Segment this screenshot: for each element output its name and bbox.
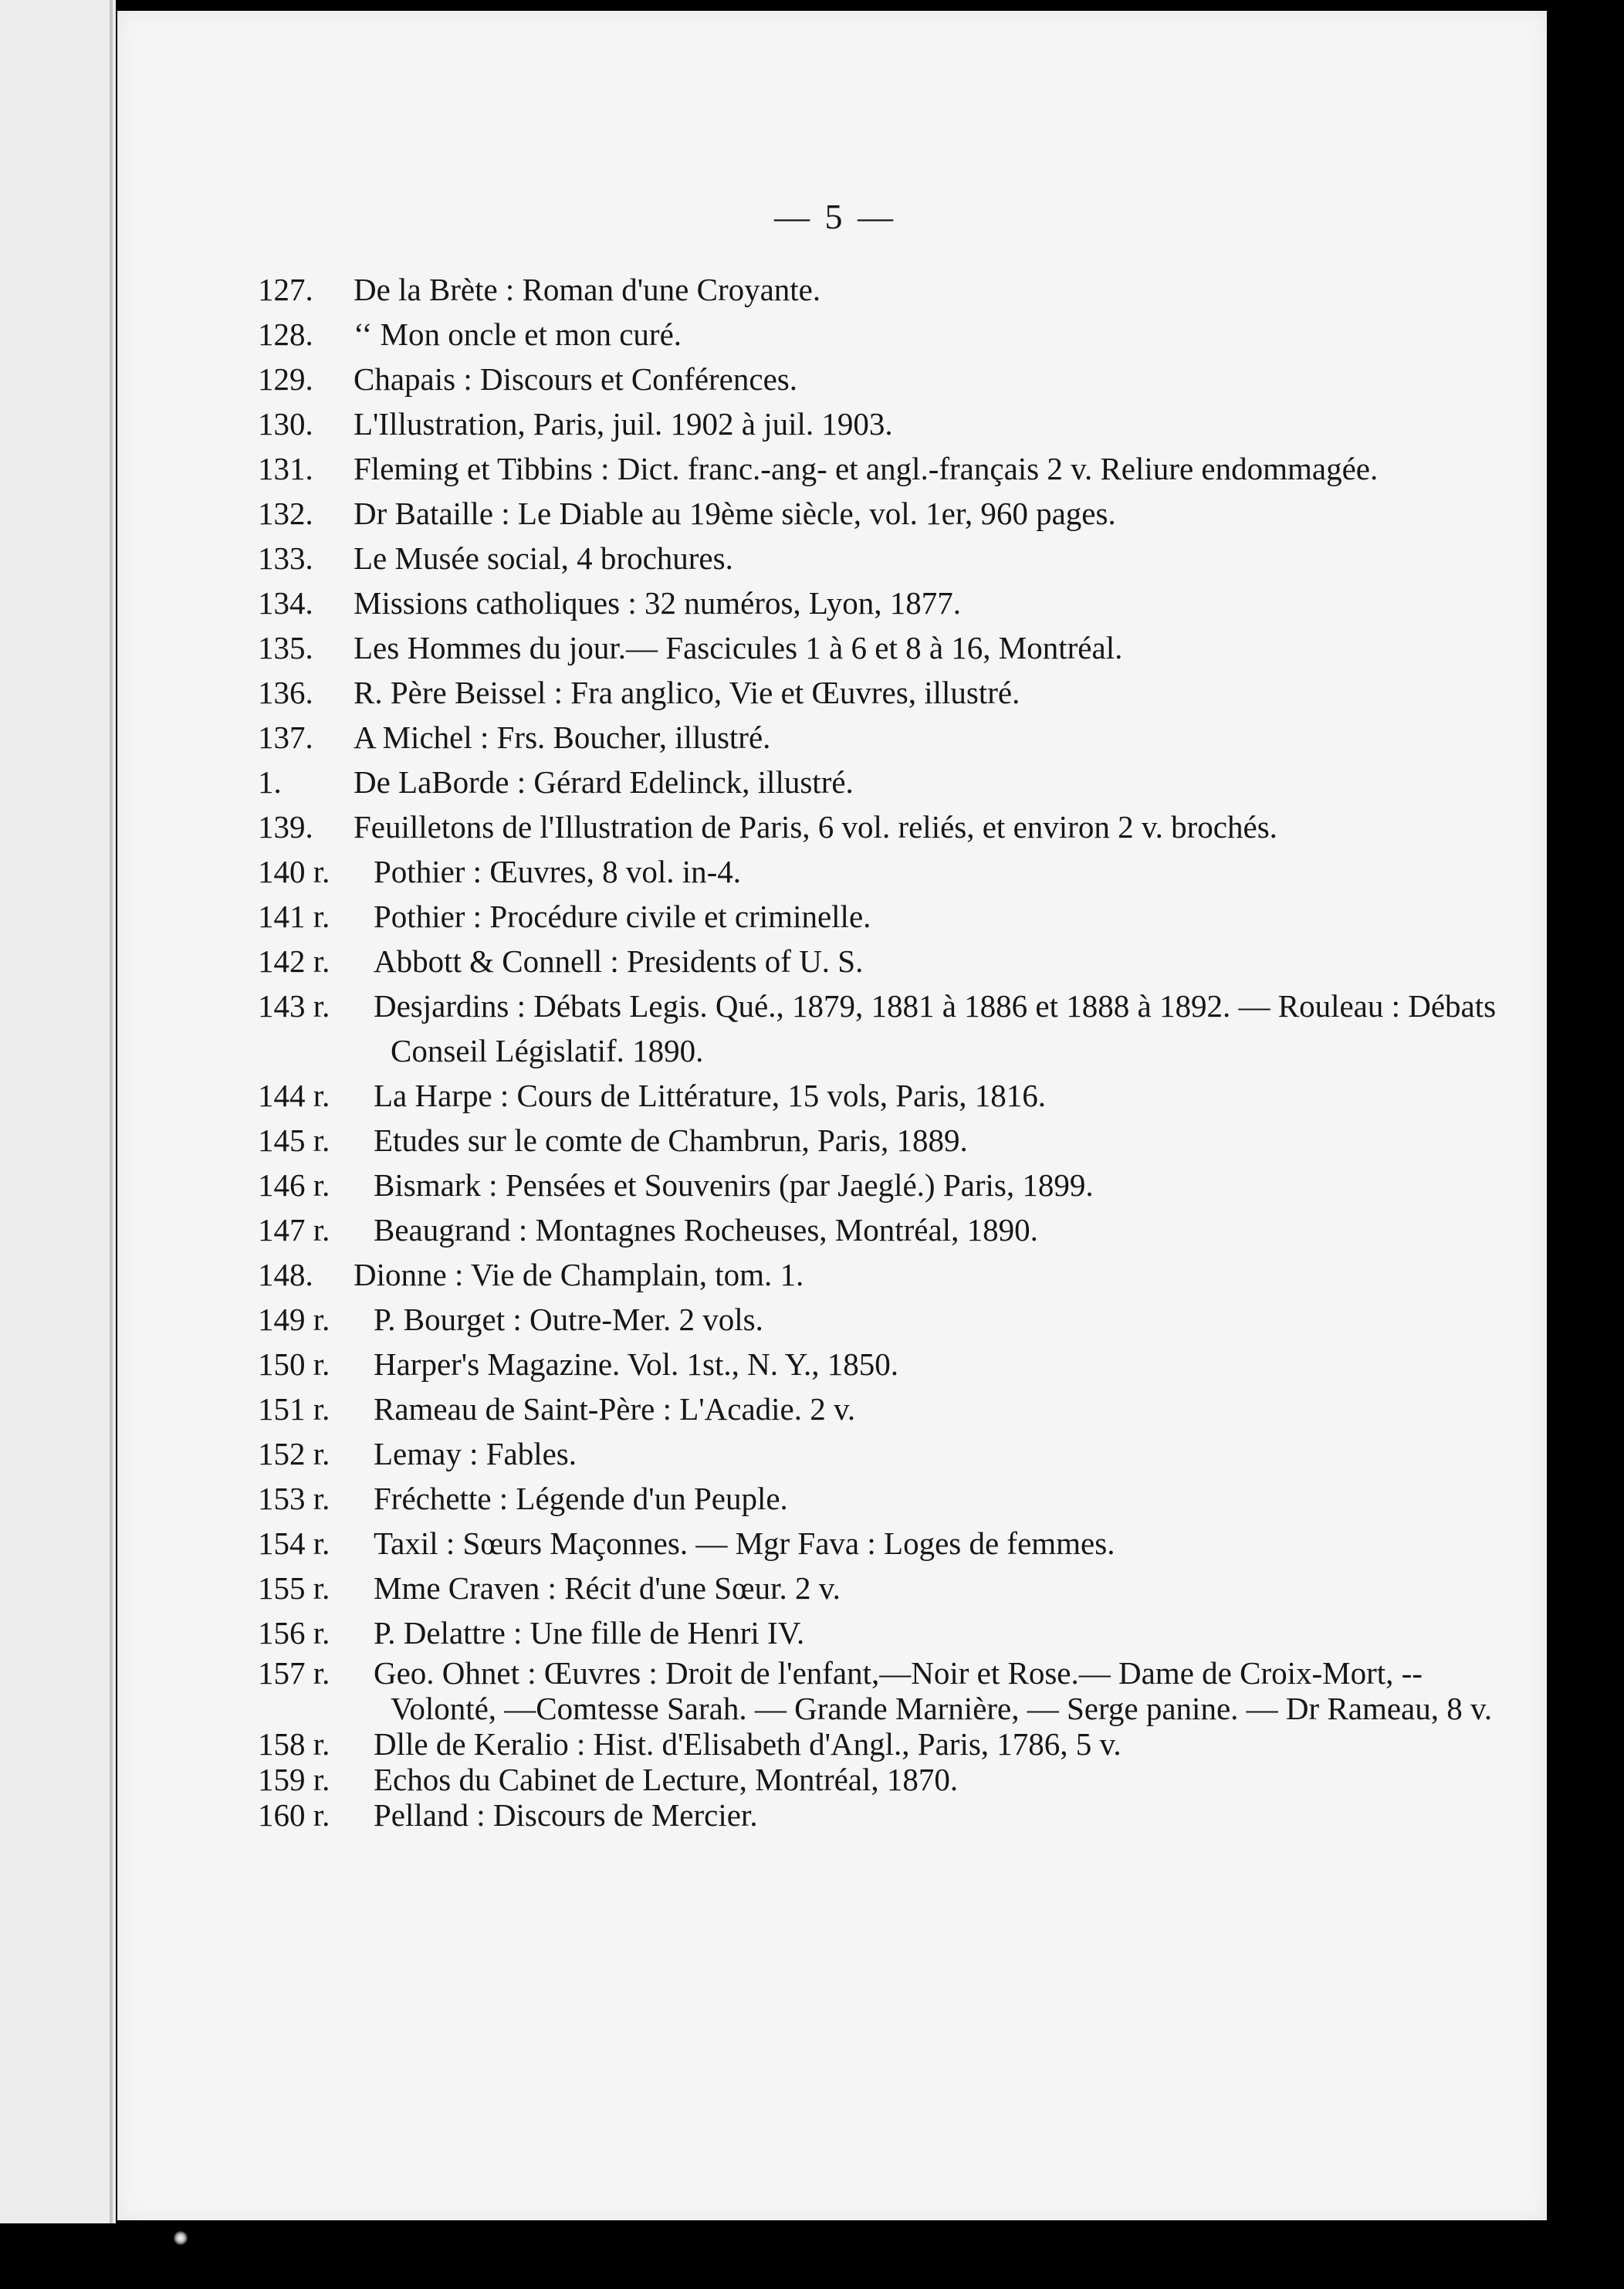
entry-number: 1. [258,764,282,800]
entry-text: Dionne : Vie de Champlain, tom. 1. [354,1257,804,1292]
entry-text: Bismark : Pensées et Souvenirs (par Jaeglé.) Paris, 1899. [374,1167,1094,1203]
entry-number: 142 r. [258,943,330,979]
list-item [258,939,1524,984]
entry-number: 143 r. [258,988,330,1024]
list-item [258,1655,1524,1726]
list-item [258,1163,1524,1207]
list-item [258,312,1524,357]
entry-number: 145 r. [258,1122,330,1158]
list-item [258,894,1524,939]
list-item [258,1431,1524,1476]
entry-number: 152 r. [258,1436,330,1471]
list-item [258,1610,1524,1655]
entry-number: 146 r. [258,1167,330,1203]
entry-number: 150 r. [258,1346,330,1382]
list-item [258,401,1524,446]
entry-text: Fréchette : Légende d'un Peuple. [374,1481,788,1516]
list-item [258,625,1524,670]
entry-number: 133. [258,540,313,576]
list-item [258,804,1524,849]
entry-text: Geo. Ohnet : Œuvres : Droit de l'enfant,—Noir et Rose.— Dame de Croix-Mort, -- Volonté, —Comtesse Sarah. — Grande Marnière, — Serge panine. — Dr Rameau, 8 v. [374,1655,1493,1726]
entry-number: 140 r. [258,854,330,889]
list-item [258,1342,1524,1387]
entry-text: Lemay : Fables. [374,1436,577,1471]
entry-number: 156 r. [258,1615,330,1651]
entry-text: Pothier : Procédure civile et criminelle. [374,899,871,934]
catalogue-page [117,11,1547,2220]
entry-text: A Michel : Frs. Boucher, illustré. [354,720,771,755]
entry-text: Dlle de Keralio : Hist. d'Elisabeth d'Angl., Paris, 1786, 5 v. [374,1726,1122,1762]
list-item [258,1521,1524,1566]
list-item [258,1073,1524,1118]
entry-text: P. Bourget : Outre-Mer. 2 vols. [374,1302,763,1337]
entry-number: 157 r. [258,1655,330,1691]
entry-number: 137. [258,720,313,755]
list-item [258,984,1524,1073]
page-gutter [110,0,113,2223]
entry-number: 153 r. [258,1481,330,1516]
entry-text: Chapais : Discours et Conférences. [354,361,797,397]
list-item [258,1566,1524,1610]
entry-text: Echos du Cabinet de Lecture, Montréal, 1870. [374,1762,959,1797]
entry-number: 130. [258,406,313,442]
list-item [258,536,1524,581]
list-item [258,491,1524,536]
entry-number: 148. [258,1257,313,1292]
entry-number: 155 r. [258,1570,330,1606]
entry-number: 135. [258,630,313,665]
entry-text: Abbott & Connell : Presidents of U. S. [374,943,864,979]
list-item [258,1797,1524,1833]
entry-text: Beaugrand : Montagnes Rocheuses, Montréal, 1890. [374,1212,1038,1248]
entry-text: Dr Bataille : Le Diable au 19ème siècle, vol. 1er, 960 pages. [354,496,1116,531]
entry-text: Feuilletons de l'Illustration de Paris, 6 vol. reliés, et environ 2 v. brochés. [354,809,1277,845]
list-item [258,1297,1524,1342]
entry-text: R. Père Beissel : Fra anglico, Vie et Œuvres, illustré. [354,675,1020,710]
entry-number: 127. [258,272,313,307]
entry-number: 128. [258,317,313,352]
entry-number: 131. [258,451,313,486]
list-item [258,1207,1524,1252]
scan-border-bottom [0,2223,1624,2289]
list-item [258,849,1524,894]
list-item [258,760,1524,804]
entry-text: Taxil : Sœurs Maçonnes. — Mgr Fava : Loges de femmes. [374,1525,1115,1561]
entry-number: 132. [258,496,313,531]
scan-artifact [174,2231,188,2245]
list-item [258,267,1524,312]
entry-number: 149 r. [258,1302,330,1337]
entry-number: 159 r. [258,1762,330,1797]
list-item [258,1252,1524,1297]
entry-number: 158 r. [258,1726,330,1762]
entry-number: 139. [258,809,313,845]
entry-number: 154 r. [258,1525,330,1561]
entry-text: Pothier : Œuvres, 8 vol. in-4. [374,854,742,889]
list-item [258,1118,1524,1163]
entry-text: La Harpe : Cours de Littérature, 15 vols, Paris, 1816. [374,1078,1047,1113]
list-item [258,581,1524,625]
list-item [258,715,1524,760]
entry-text: Pelland : Discours de Mercier. [374,1797,758,1833]
entry-text: Fleming et Tibbins : Dict. franc.-ang- et angl.-français 2 v. Reliure endommagée. [354,451,1379,486]
entry-number: 151 r. [258,1391,330,1427]
entry-number: 160 r. [258,1797,330,1833]
previous-page-edge [0,0,116,2223]
entry-number: 136. [258,675,313,710]
entry-text: Desjardins : Débats Legis. Qué., 1879, 1881 à 1886 et 1888 à 1892. — Rouleau : Débats Conseil Législatif. 1890. [374,988,1497,1068]
entry-text: P. Delattre : Une fille de Henri IV. [374,1615,805,1651]
entry-text: ‘‘ Mon oncle et mon curé. [354,317,682,352]
entry-number: 129. [258,361,313,397]
list-item [258,357,1524,401]
entry-text: L'Illustration, Paris, juil. 1902 à juil. 1903. [354,406,893,442]
entry-text: Le Musée social, 4 brochures. [354,540,733,576]
entry-text: Mme Craven : Récit d'une Sœur. 2 v. [374,1570,841,1606]
entry-text: De la Brète : Roman d'une Croyante. [354,272,821,307]
entry-number: 134. [258,585,313,621]
entry-text: Rameau de Saint-Père : L'Acadie. 2 v. [374,1391,856,1427]
list-item [258,1387,1524,1431]
entry-text: Les Hommes du jour.— Fascicules 1 à 6 et 8 à 16, Montréal. [354,630,1123,665]
list-item [258,446,1524,491]
list-item [258,1762,1524,1797]
entry-text: Harper's Magazine. Vol. 1st., N. Y., 1850. [374,1346,899,1382]
entry-text: Etudes sur le comte de Chambrun, Paris, 1889. [374,1122,968,1158]
list-item [258,670,1524,715]
entry-number: 141 r. [258,899,330,934]
entry-text: De LaBorde : Gérard Edelinck, illustré. [354,764,854,800]
list-item [258,1726,1524,1762]
entry-number: 147 r. [258,1212,330,1248]
entry-number: 144 r. [258,1078,330,1113]
entry-list [258,267,1524,1833]
page-number: — 5 — [774,197,896,236]
entry-text: Missions catholiques : 32 numéros, Lyon, 1877. [354,585,961,621]
list-item [258,1476,1524,1521]
